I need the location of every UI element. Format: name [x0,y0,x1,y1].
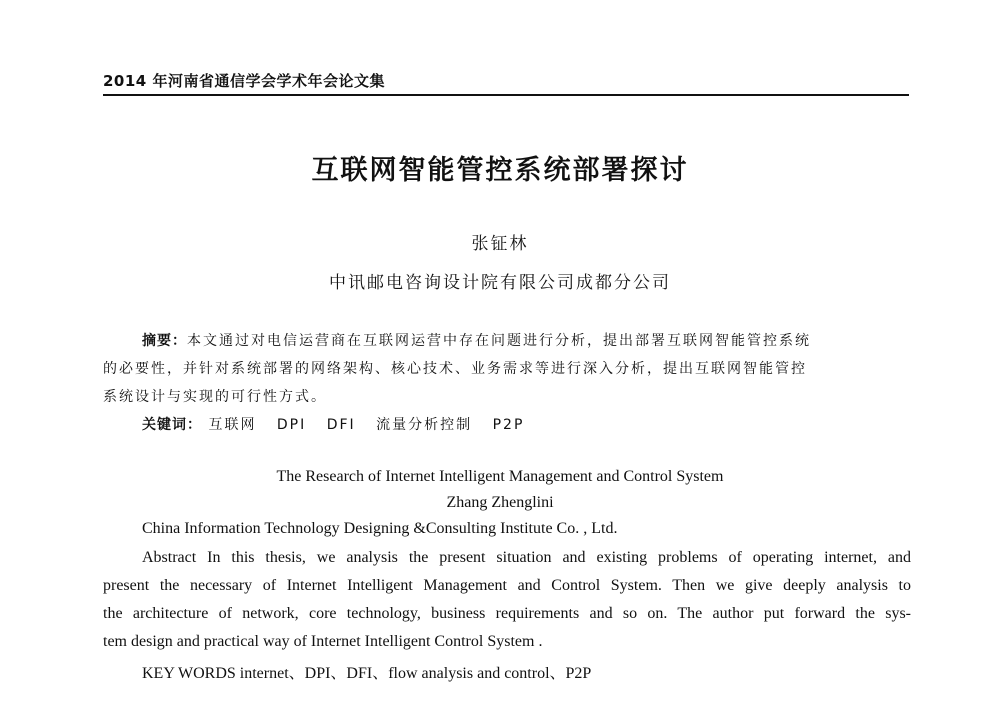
english-abstract-line-3: the architecture of network, core technology, business requirements and so on. The author put forward the sys- [103,605,911,622]
keyword: 流量分析控制 [376,417,473,433]
english-abstract-line-1: Abstract In this thesis, we analysis the present situation and existing problems of operating internet, and [142,549,911,566]
author-affiliation: 中讯邮电咨询设计院有限公司成都分公司 [329,273,671,293]
header-rule [103,94,909,96]
english-abstract-line-4: tem design and practical way of Internet Intelligent Control System . [103,633,543,650]
abstract-cn-line-3: 系统设计与实现的可行性方式。 [103,389,327,405]
english-affiliation: China Information Technology Designing &Consulting Institute Co. , Ltd. [142,520,618,537]
keyword: DFI [326,417,356,433]
keyword: P2P [492,417,525,433]
english-author: Zhang Zhenglini [446,494,554,511]
english-keywords: KEY WORDS internet、DPI、DFI、flow analysis and control、P2P [142,665,592,682]
keywords-cn [142,414,524,434]
keyword: 互联网 [208,417,257,433]
keywords-label: 关键词： [142,417,202,433]
abstract-cn-line-2: 的必要性，并针对系统部署的网络架构、核心技术、业务需求等进行深入分析，提出互联网智能管控 [103,361,807,377]
english-title: The Research of Internet Intelligent Management and Control System [276,468,724,485]
running-header: 2014 年河南省通信学会学术年会论文集 [103,72,385,90]
english-abstract-line-2: present the necessary of Internet Intelligent Management and Control System. Then we give deeply analysis to [103,577,911,594]
author-name: 张钲林 [471,234,529,254]
paper-title: 互联网智能管控系统部署探讨 [311,155,689,186]
abstract-cn-line-1 [142,330,811,350]
keyword: DPI [276,417,307,433]
abstract-label: 摘要： [142,333,187,349]
abstract-text-1: 本文通过对电信运营商在互联网运营中存在问题进行分析，提出部署互联网智能管控系统 [187,333,811,349]
